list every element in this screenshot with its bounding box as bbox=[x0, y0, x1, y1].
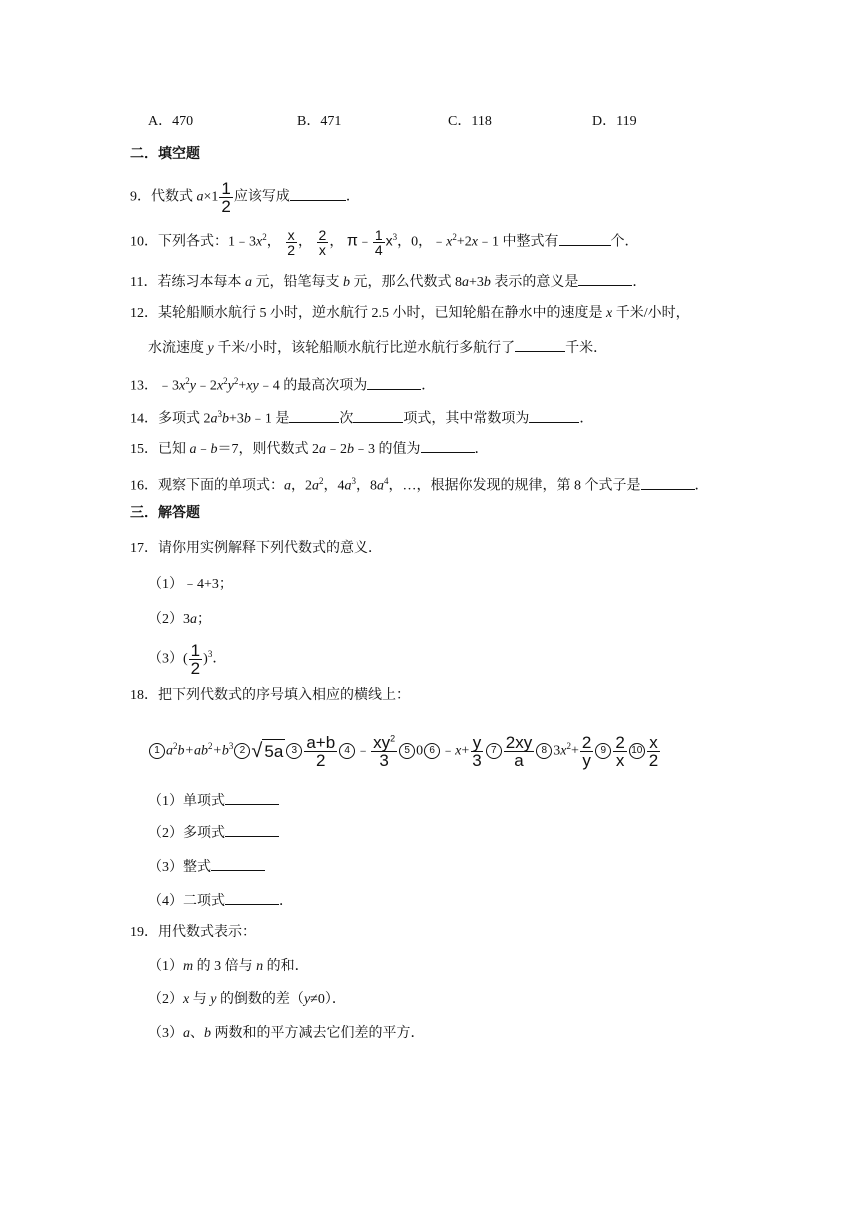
text: 个． bbox=[610, 234, 639, 250]
text: ﹣2 bbox=[326, 442, 347, 457]
exponent: 3 bbox=[207, 649, 213, 659]
question-11 bbox=[130, 271, 646, 293]
answer-blank[interactable] bbox=[353, 408, 403, 423]
var: b+ab bbox=[177, 743, 208, 759]
answer-blank[interactable] bbox=[225, 822, 279, 837]
var-b: b bbox=[222, 411, 229, 427]
text: xy bbox=[373, 732, 391, 752]
question-number: 14． bbox=[130, 411, 158, 427]
var-a: a bbox=[284, 478, 291, 494]
section-answer-heading: 三．解答题 bbox=[130, 506, 200, 521]
numerator: x bbox=[649, 732, 658, 752]
question-17-part-2 bbox=[148, 610, 211, 630]
fraction bbox=[504, 734, 534, 769]
question-19 bbox=[130, 923, 256, 943]
fraction bbox=[371, 734, 397, 769]
exponent: 3 bbox=[351, 476, 356, 486]
text: ， bbox=[266, 234, 281, 250]
text: 多项式 2 bbox=[158, 411, 211, 427]
text: 千米/小时，该轮船顺水航行比逆水航行多航行了 bbox=[213, 341, 516, 356]
text: 次 bbox=[339, 411, 354, 427]
text: （4）二项式 bbox=[148, 894, 225, 909]
denominator: 2 bbox=[190, 658, 201, 678]
text: ＝7，则代数式 2 bbox=[217, 442, 319, 457]
question-19-part-1 bbox=[148, 957, 309, 977]
denominator: 2 bbox=[648, 750, 659, 770]
denominator: 3 bbox=[379, 750, 389, 770]
question-16 bbox=[130, 471, 709, 497]
question-18 bbox=[130, 686, 410, 706]
pi-symbol: π bbox=[346, 232, 358, 250]
question-19-part-3 bbox=[148, 1024, 425, 1044]
var-y: y bbox=[210, 992, 217, 1007]
sqrt-5a bbox=[251, 739, 285, 763]
question-18-part-1 bbox=[148, 790, 279, 812]
text: +3 bbox=[229, 411, 244, 427]
text: 请你用实例解释下列代数式的意义． bbox=[158, 541, 382, 556]
var-b: b bbox=[204, 1026, 211, 1041]
text: ． bbox=[579, 411, 594, 427]
text: （3） bbox=[148, 1026, 183, 1041]
fraction-half bbox=[189, 642, 202, 677]
text: 某轮船顺水航行 5 小时，逆水航行 2.5 小时，已知轮船在静水中的速度是 bbox=[158, 306, 606, 321]
circled-number: 10 bbox=[629, 743, 645, 759]
text: ﹣ bbox=[441, 743, 456, 759]
choice-a: A．470 bbox=[148, 114, 194, 129]
answer-blank[interactable] bbox=[529, 408, 579, 423]
question-number: 10． bbox=[130, 234, 158, 250]
text: 0 bbox=[416, 743, 424, 759]
text: 的和． bbox=[263, 959, 309, 974]
question-13 bbox=[130, 371, 435, 397]
answer-blank[interactable] bbox=[559, 231, 611, 246]
exponent: 3 bbox=[217, 409, 222, 419]
question-17-part-1: （1）﹣4+3； bbox=[148, 577, 233, 592]
text: ，2 bbox=[291, 478, 312, 494]
denominator: 2 bbox=[316, 750, 326, 770]
answer-blank[interactable] bbox=[367, 375, 421, 390]
exponent: 4 bbox=[384, 476, 389, 486]
exponent: 3 bbox=[392, 232, 398, 242]
radicand: 5a bbox=[262, 739, 285, 763]
answer-blank[interactable] bbox=[641, 475, 695, 490]
var-x: x bbox=[560, 743, 567, 759]
question-18-part-2 bbox=[148, 822, 279, 844]
var-n: n bbox=[256, 959, 264, 974]
text: ﹣3 bbox=[158, 378, 179, 394]
text: 若练习本每本 bbox=[157, 275, 245, 290]
answer-blank[interactable] bbox=[421, 438, 475, 453]
question-12-line-1 bbox=[130, 304, 690, 324]
exponent: 2 bbox=[233, 376, 239, 386]
text: ﹣2 bbox=[195, 378, 217, 394]
answer-blank[interactable] bbox=[211, 856, 265, 871]
text: 、 bbox=[190, 1026, 204, 1041]
text: （2） bbox=[148, 992, 183, 1007]
question-17-part-3 bbox=[148, 637, 226, 677]
exponent: 2 bbox=[207, 741, 213, 751]
text: 把下列代数式的序号填入相应的横线上： bbox=[158, 688, 410, 703]
question-19-part-2 bbox=[148, 990, 346, 1010]
text: 项式，其中常数项为 bbox=[403, 411, 530, 427]
text: 两数和的平方减去它们差的平方． bbox=[211, 1026, 425, 1041]
circled-number: 9 bbox=[595, 743, 611, 759]
var-x: x bbox=[606, 306, 613, 321]
var-x: x bbox=[471, 234, 478, 250]
exponent: 2 bbox=[319, 476, 324, 486]
text: 的倒数的差（ bbox=[216, 992, 304, 1007]
text: ﹣4 的最高次项为 bbox=[258, 378, 368, 394]
var-x: x bbox=[179, 378, 186, 394]
text: ，4 bbox=[323, 478, 345, 494]
numerator: 2 bbox=[615, 732, 625, 752]
var-a: a bbox=[210, 411, 218, 427]
var-x: x bbox=[183, 992, 190, 1007]
text: + bbox=[461, 743, 470, 759]
text: ． bbox=[474, 442, 489, 457]
var: a bbox=[166, 743, 173, 759]
var-y: y bbox=[227, 378, 234, 394]
answer-blank[interactable] bbox=[289, 408, 339, 423]
var-a: a bbox=[377, 478, 384, 494]
text: ； bbox=[197, 612, 211, 627]
var-x: x bbox=[216, 378, 224, 394]
text: 已知 bbox=[158, 442, 190, 457]
var-b: b bbox=[243, 411, 251, 427]
fraction bbox=[647, 734, 660, 769]
text: ) bbox=[203, 651, 208, 667]
exponent: 3 bbox=[228, 741, 234, 751]
question-number: 19． bbox=[130, 925, 158, 940]
text: ﹣3 的值为 bbox=[354, 442, 421, 457]
radical-sign-icon: √ bbox=[251, 740, 263, 763]
section-fill-blank-heading: 二．填空题 bbox=[130, 147, 200, 162]
text: ，0，﹣ bbox=[397, 234, 447, 250]
exponent: 2 bbox=[390, 733, 396, 744]
var-b: b bbox=[483, 275, 491, 290]
text: 用代数式表示： bbox=[158, 925, 256, 940]
var: +b bbox=[212, 743, 229, 759]
circled-number: 1 bbox=[149, 743, 165, 759]
answer-blank[interactable] bbox=[225, 890, 279, 905]
text: 代数式 bbox=[151, 189, 193, 205]
text: ， bbox=[298, 234, 313, 250]
var-x: x bbox=[256, 234, 263, 250]
text: 千米． bbox=[565, 341, 608, 356]
exponent: 2 bbox=[173, 741, 178, 751]
numerator bbox=[371, 734, 397, 752]
circled-number: 6 bbox=[424, 743, 440, 759]
question-15 bbox=[130, 438, 489, 460]
answer-blank[interactable] bbox=[578, 271, 632, 286]
numerator: 2 bbox=[581, 732, 592, 752]
choice-c: C．118 bbox=[448, 114, 492, 129]
text: 表示的意义是 bbox=[490, 275, 579, 290]
answer-blank[interactable] bbox=[515, 337, 565, 352]
question-number: 11． bbox=[130, 275, 158, 290]
denominator: 3 bbox=[472, 750, 482, 770]
question-18-expressions bbox=[148, 726, 661, 772]
text: ． bbox=[212, 651, 227, 667]
var-a: a bbox=[190, 612, 197, 627]
question-number: 12． bbox=[130, 306, 158, 321]
numerator: a+b bbox=[306, 732, 336, 752]
denominator: y bbox=[582, 750, 591, 770]
question-17 bbox=[130, 539, 382, 559]
text: ﹣ bbox=[357, 232, 372, 249]
exponent: 2 bbox=[566, 741, 571, 751]
denominator: x bbox=[318, 241, 326, 258]
circled-number: 8 bbox=[536, 743, 552, 759]
numerator: 1 bbox=[190, 640, 201, 660]
text: 应该写成 bbox=[233, 189, 290, 205]
denominator: 4 bbox=[374, 241, 383, 258]
question-18-part-4 bbox=[148, 890, 293, 912]
numerator: x bbox=[287, 226, 295, 243]
var-m: m bbox=[183, 959, 194, 974]
text: ﹣ bbox=[196, 442, 211, 457]
text: 元，那么代数式 8 bbox=[349, 275, 462, 290]
denominator: 2 bbox=[221, 197, 231, 216]
circled-number: 4 bbox=[339, 743, 355, 759]
text: 3 bbox=[553, 743, 561, 759]
text: 观察下面的单项式： bbox=[158, 478, 284, 494]
denominator: a bbox=[514, 750, 524, 770]
exponent: 2 bbox=[223, 376, 228, 386]
fraction bbox=[470, 734, 483, 769]
question-number: 16． bbox=[130, 478, 158, 494]
text: ． bbox=[694, 478, 709, 494]
question-12-line-2 bbox=[148, 337, 607, 359]
text: （1）单项式 bbox=[148, 794, 225, 809]
text: +2 bbox=[456, 234, 472, 250]
question-number: 18． bbox=[130, 688, 158, 703]
text: +3 bbox=[468, 275, 484, 290]
text: 水流速度 bbox=[148, 341, 208, 356]
fraction bbox=[580, 734, 593, 769]
var-y: y bbox=[303, 992, 311, 1007]
var-a: a bbox=[196, 189, 204, 205]
text: （2）3 bbox=[148, 612, 190, 627]
text: ． bbox=[279, 894, 293, 909]
text: 千米/小时， bbox=[612, 306, 690, 321]
fraction bbox=[613, 734, 626, 769]
exponent: 2 bbox=[262, 232, 267, 242]
var-a: a bbox=[344, 478, 352, 494]
question-number: 13． bbox=[130, 378, 158, 394]
fraction-1-over-4 bbox=[373, 228, 385, 257]
denominator: 2 bbox=[287, 241, 296, 258]
text: ． bbox=[345, 189, 360, 205]
question-14 bbox=[130, 404, 593, 430]
text: ﹣ bbox=[356, 743, 371, 759]
var-y: y bbox=[207, 341, 214, 356]
text: ， bbox=[329, 234, 344, 250]
answer-blank[interactable] bbox=[290, 186, 346, 201]
text: ﹣1 是 bbox=[250, 411, 290, 427]
var-xy: xy bbox=[246, 378, 259, 394]
numerator: 2xy bbox=[505, 732, 533, 752]
var-y: y bbox=[189, 378, 196, 394]
text: ，8 bbox=[356, 478, 377, 494]
fraction bbox=[304, 734, 337, 769]
var-x: x bbox=[385, 232, 393, 249]
circled-number: 2 bbox=[234, 743, 250, 759]
text: ，…，根据你发现的规律，第 8 个式子是 bbox=[388, 478, 641, 494]
fraction-2-over-x bbox=[317, 228, 329, 257]
exponent: 2 bbox=[185, 376, 190, 386]
question-number: 15． bbox=[130, 442, 158, 457]
circled-number: 3 bbox=[286, 743, 302, 759]
var-b: b bbox=[342, 275, 350, 290]
text: + bbox=[570, 743, 579, 759]
fraction-half bbox=[219, 180, 232, 215]
text: + bbox=[238, 378, 247, 394]
fraction-x-over-2 bbox=[285, 228, 297, 257]
numerator: 1 bbox=[374, 226, 383, 243]
circled-number: 5 bbox=[399, 743, 415, 759]
text: （3）整式 bbox=[148, 860, 211, 875]
text: ． bbox=[632, 275, 647, 290]
question-number: 9． bbox=[130, 189, 151, 205]
circled-number: 7 bbox=[486, 743, 502, 759]
var-a: a bbox=[183, 1026, 190, 1041]
question-10 bbox=[130, 222, 639, 258]
text: （1） bbox=[148, 959, 183, 974]
text: ×1 bbox=[203, 189, 219, 205]
question-18-part-3 bbox=[148, 856, 265, 878]
denominator: x bbox=[615, 750, 625, 770]
text: （2）多项式 bbox=[148, 826, 225, 841]
numerator: 1 bbox=[221, 179, 231, 198]
var-a: a bbox=[461, 275, 469, 290]
text: ． bbox=[421, 378, 436, 394]
choice-b: B．471 bbox=[297, 114, 342, 129]
var-x: x bbox=[455, 743, 462, 759]
var-a: a bbox=[244, 275, 252, 290]
question-9 bbox=[130, 180, 360, 215]
choice-d: D．119 bbox=[592, 114, 637, 129]
text: 下列各式：1﹣3 bbox=[158, 234, 256, 250]
var-a: a bbox=[189, 442, 197, 457]
var-b: b bbox=[347, 442, 354, 457]
numerator: 2 bbox=[318, 226, 327, 243]
text: 的 3 倍与 bbox=[193, 959, 257, 974]
var-x: x bbox=[446, 234, 453, 250]
var-b: b bbox=[210, 442, 218, 457]
var-a: a bbox=[319, 442, 326, 457]
text: ﹣1 中整式有 bbox=[478, 234, 559, 250]
text: 与 bbox=[189, 992, 211, 1007]
numerator: y bbox=[472, 732, 482, 752]
exponent: 2 bbox=[452, 232, 457, 242]
text: ≠0）． bbox=[310, 992, 346, 1007]
var-a: a bbox=[312, 478, 319, 494]
question-number: 17． bbox=[130, 541, 158, 556]
text: 元，铅笔每支 bbox=[251, 275, 343, 290]
answer-blank[interactable] bbox=[225, 790, 279, 805]
text: （3）( bbox=[148, 651, 188, 667]
